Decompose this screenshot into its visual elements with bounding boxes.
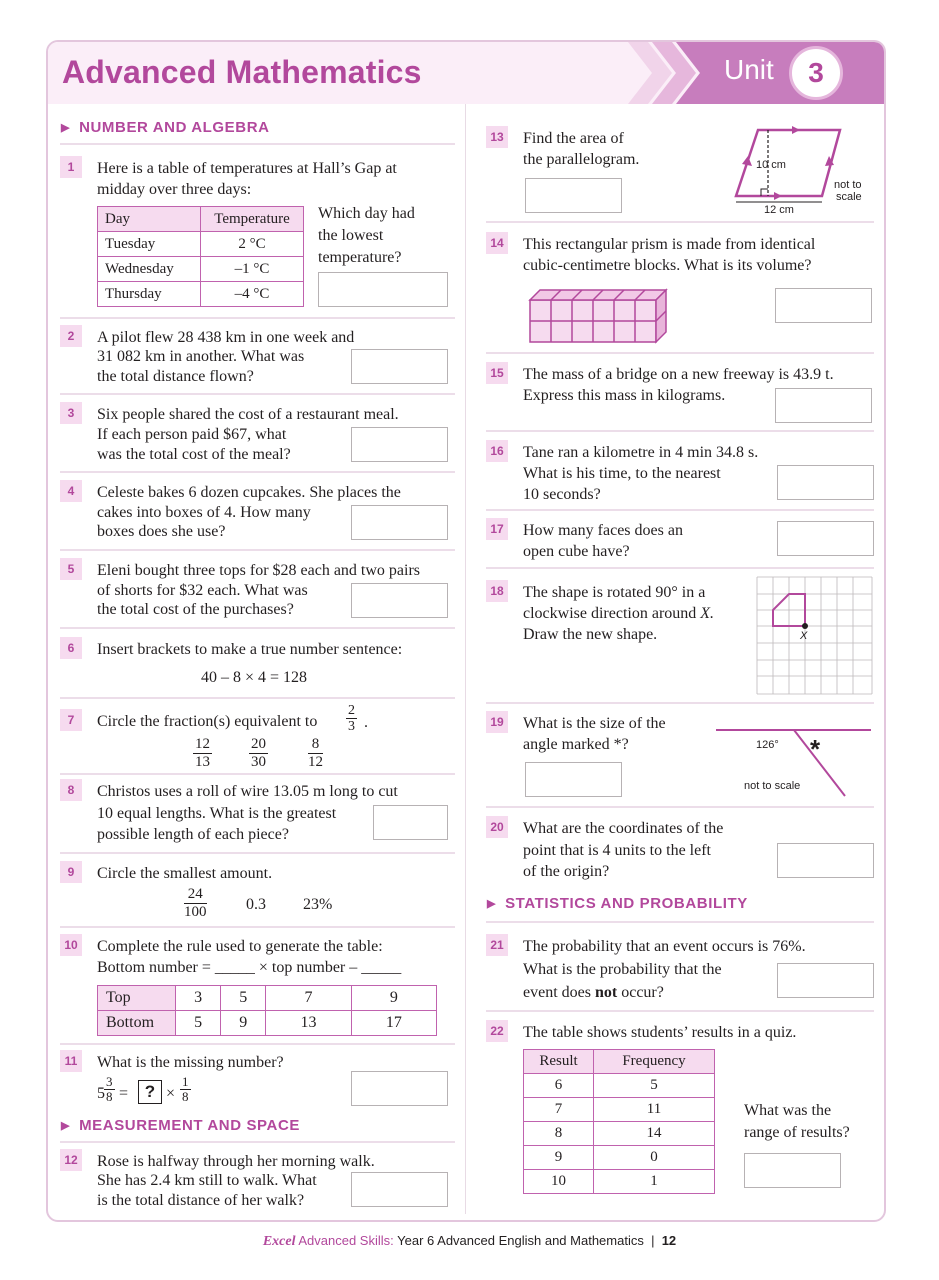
question-number-4: 4 — [60, 480, 82, 502]
denominator: 8 — [182, 1089, 189, 1104]
question-number-19: 19 — [486, 711, 508, 733]
q12-text-line2: She has 2.4 km still to walk. What — [97, 1172, 317, 1189]
q21-text-line2: What is the probability that the — [523, 961, 722, 978]
q9-option-percent[interactable]: 23% — [303, 896, 333, 913]
table-cell: 10 — [524, 1170, 594, 1194]
q12-text-line3: is the total distance of her walk? — [97, 1192, 305, 1209]
footer-separator: | — [651, 1233, 655, 1248]
q8-answer-box[interactable] — [373, 805, 448, 840]
q16-text-line1: Tane ran a kilometre in 4 min 34.8 s. — [523, 444, 759, 461]
table-cell: 14 — [594, 1122, 715, 1146]
question-number-22: 22 — [486, 1020, 508, 1042]
question-mark-icon: ? — [144, 1082, 156, 1101]
table-cell: 9 — [221, 1011, 266, 1036]
q3-text-line3: was the total cost of the meal? — [97, 446, 291, 463]
q13-answer-box[interactable] — [525, 178, 622, 213]
not-to-scale-label: scale — [836, 191, 862, 203]
q13-text-line2: the parallelogram. — [523, 151, 640, 168]
column-divider — [465, 104, 466, 1214]
numerator: 8 — [308, 736, 323, 754]
q4-text-line2: cakes into boxes of 4. How many — [97, 504, 311, 521]
q3-text-line1: Six people shared the cost of a restaurant meal. — [97, 406, 399, 423]
q6-number-sentence[interactable]: 40 – 8 × 4 = 128 — [201, 669, 308, 686]
section-measurement-space — [61, 1117, 300, 1134]
table-cell: 9 — [351, 986, 436, 1011]
q20-text-line3: of the origin? — [523, 863, 610, 880]
question-number-18: 18 — [486, 580, 508, 602]
question-number-17: 17 — [486, 518, 508, 540]
table-cell: Thursday — [98, 282, 201, 307]
equals-sign: = — [119, 1085, 129, 1102]
denominator: 8 — [106, 1089, 113, 1104]
row-label: Top — [98, 986, 176, 1011]
q14-text-line1: This rectangular prism is made from identical — [523, 236, 816, 253]
q20-text-line2: point that is 4 units to the left — [523, 842, 711, 859]
q18-text-line3: Draw the new shape. — [523, 626, 658, 643]
question-number-7: 7 — [60, 709, 82, 731]
question-number-5: 5 — [60, 558, 82, 580]
divider — [60, 143, 455, 145]
table-cell: 3 — [176, 986, 221, 1011]
divider — [60, 697, 455, 699]
denominator: 12 — [308, 754, 323, 770]
row-label: Bottom — [98, 1011, 176, 1036]
q16-text-line3: 10 seconds? — [523, 486, 601, 503]
table-cell: 0 — [594, 1146, 715, 1170]
q17-answer-box[interactable] — [777, 521, 874, 556]
divider — [60, 1043, 455, 1045]
not-to-scale-label: not to scale — [744, 780, 801, 792]
table-cell: Tuesday — [98, 232, 201, 257]
footer-title: Year 6 Advanced English and Mathematics — [397, 1233, 644, 1248]
divider — [486, 509, 874, 511]
table-header: Frequency — [594, 1050, 715, 1074]
section-title: STATISTICS AND PROBABILITY — [505, 895, 748, 912]
question-number-13: 13 — [486, 126, 508, 148]
divider — [60, 852, 455, 854]
q6-text-line1: Insert brackets to make a true number sentence: — [97, 641, 403, 658]
table-cell: 6 — [524, 1074, 594, 1098]
divider — [60, 471, 455, 473]
asterisk-icon: * — [810, 734, 821, 764]
divider — [60, 393, 455, 395]
question-number-11: 11 — [60, 1050, 82, 1072]
times-sign: × — [166, 1085, 176, 1102]
q16-text-line2: What is his time, to the nearest — [523, 465, 721, 482]
divider — [486, 352, 874, 354]
question-number-14: 14 — [486, 232, 508, 254]
divider — [60, 926, 455, 928]
question-number-12: 12 — [60, 1149, 82, 1171]
q13-text-line1: Find the area of — [523, 130, 624, 147]
q11-whole: 5 — [97, 1085, 105, 1102]
point-x-label: X — [800, 630, 808, 642]
point-x-ref: X. — [700, 605, 715, 622]
triangle-right-icon: ▶ — [487, 898, 497, 910]
period: . — [364, 714, 368, 731]
table-cell: 5 — [221, 986, 266, 1011]
divider — [486, 921, 874, 923]
q19-text-line2: angle marked *? — [523, 736, 629, 753]
numerator: 12 — [195, 736, 210, 752]
q20-text-line1: What are the coordinates of the — [523, 820, 724, 837]
table-cell: 13 — [266, 1011, 351, 1036]
q22-text-line1: The table shows students’ results in a quiz. — [523, 1024, 797, 1041]
table-cell: 1 — [594, 1170, 715, 1194]
table-cell: 5 — [176, 1011, 221, 1036]
divider — [486, 1010, 874, 1012]
rectangular-prism-diagram — [526, 286, 671, 346]
q8-text-line1: Christos uses a roll of wire 13.05 m long to cut — [97, 783, 398, 800]
q9-option-decimal[interactable]: 0.3 — [246, 896, 266, 913]
q21-text: event does — [523, 984, 591, 1001]
q5-text-line1: Eleni bought three tops for $28 each and two pairs — [97, 562, 421, 579]
not-to-scale-label: not to — [834, 179, 862, 191]
table-cell: 2 °C — [201, 232, 304, 257]
question-number-8: 8 — [60, 779, 82, 801]
denominator: 100 — [184, 904, 207, 920]
question-number-6: 6 — [60, 637, 82, 659]
table-cell: 9 — [524, 1146, 594, 1170]
q10-text-line1: Complete the rule used to generate the table: — [97, 938, 383, 955]
section-number-algebra — [61, 119, 270, 136]
q7-option-fraction[interactable] — [308, 736, 323, 771]
table-header: Result — [524, 1050, 594, 1074]
question-number-10: 10 — [60, 934, 82, 956]
q1-ask-line3: temperature? — [318, 249, 402, 266]
q15-text-line2: Express this mass in kilograms. — [523, 387, 726, 404]
q2-text-line1: A pilot flew 28 438 km in one week and — [97, 329, 355, 346]
divider — [60, 627, 455, 629]
triangle-right-icon: ▶ — [61, 1120, 71, 1132]
q3-answer-box[interactable] — [351, 427, 448, 462]
q11-fraction — [104, 1075, 115, 1104]
divider — [60, 549, 455, 551]
q8-text-line2: 10 equal lengths. What is the greatest — [97, 805, 337, 822]
q11-answer-box[interactable] — [351, 1071, 448, 1106]
numerator: 3 — [106, 1074, 113, 1089]
q18-text-line1: The shape is rotated 90° in a — [523, 584, 706, 601]
q21-answer-box[interactable] — [777, 963, 874, 998]
question-number-1: 1 — [60, 156, 82, 178]
q8-text-line3: possible length of each piece? — [97, 826, 289, 843]
angle-diagram — [714, 720, 874, 800]
page-header — [48, 42, 884, 104]
q16-answer-box[interactable] — [777, 465, 874, 500]
q1-answer-box[interactable] — [318, 272, 448, 307]
denominator: 13 — [195, 754, 210, 770]
page-title: Advanced Mathematics — [62, 54, 422, 90]
footer-series: Advanced Skills: — [298, 1233, 394, 1248]
q7-text-line1: Circle the fraction(s) equivalent to — [97, 713, 318, 730]
q21-text-line3 — [523, 982, 664, 1003]
q17-text-line2: open cube have? — [523, 543, 630, 560]
q3-text-line2: If each person paid $67, what — [97, 426, 287, 443]
unit-number-badge: 3 — [789, 46, 843, 100]
divider — [60, 1141, 455, 1143]
q10-rule-line[interactable]: Bottom number = _____ × top number – _____ — [97, 959, 402, 976]
divider — [60, 317, 455, 319]
q5-text-line2: of shorts for $32 each. What was — [97, 582, 308, 599]
q19-text-line1: What is the size of the — [523, 715, 666, 732]
table-cell: 11 — [594, 1098, 715, 1122]
q4-text-line1: Celeste bakes 6 dozen cupcakes. She places the — [97, 484, 401, 501]
denominator: 3 — [348, 719, 355, 734]
question-number-15: 15 — [486, 362, 508, 384]
q7-target-fraction — [346, 703, 357, 734]
q1-temperature-table — [97, 206, 304, 307]
q19-answer-box[interactable] — [525, 762, 622, 797]
q14-text-line2: cubic-centimetre blocks. What is its volume? — [523, 257, 812, 274]
q2-text-line2: 31 082 km in another. What was — [97, 348, 305, 365]
divider — [486, 430, 874, 432]
q21-text-line1: The probability that an event occurs is 76%. — [523, 938, 806, 955]
table-cell: 5 — [594, 1074, 715, 1098]
q7-option-fraction[interactable] — [249, 736, 268, 771]
q11-missing-number-box[interactable] — [138, 1080, 162, 1104]
denominator: 30 — [251, 754, 266, 770]
section-title: NUMBER AND ALGEBRA — [79, 119, 270, 136]
parallelogram-diagram — [728, 118, 878, 218]
page-number: 12 — [661, 1233, 677, 1248]
table-cell: 7 — [524, 1098, 594, 1122]
numerator: 1 — [182, 1074, 189, 1089]
question-number-9: 9 — [60, 861, 82, 883]
unit-label: Unit — [724, 54, 774, 85]
numerator: 24 — [184, 886, 207, 904]
divider — [486, 221, 874, 223]
q2-answer-box[interactable] — [351, 349, 448, 384]
q22-ask-line1: What was the — [744, 1102, 832, 1119]
q20-answer-box[interactable] — [777, 843, 874, 878]
divider — [486, 567, 874, 569]
q4-answer-box[interactable] — [351, 505, 448, 540]
q4-text-line3: boxes does she use? — [97, 523, 226, 540]
table-header: Temperature — [201, 207, 304, 232]
table-cell: –1 °C — [201, 257, 304, 282]
q1-ask-line2: the lowest — [318, 227, 384, 244]
divider — [486, 702, 874, 704]
q12-text-line1: Rose is halfway through her morning walk. — [97, 1153, 375, 1170]
angle-label: 126° — [756, 739, 779, 751]
divider — [60, 773, 455, 775]
q18-text-line2 — [523, 603, 714, 624]
q1-text-line1: Here is a table of temperatures at Hall’s Gap at — [97, 160, 397, 177]
q9-option-fraction[interactable] — [184, 886, 207, 921]
numerator: 20 — [251, 736, 266, 752]
question-number-2: 2 — [60, 325, 82, 347]
section-title: MEASUREMENT AND SPACE — [79, 1117, 301, 1134]
q17-text-line1: How many faces does an — [523, 522, 683, 539]
q21-emphasis: not — [594, 984, 618, 1001]
page-footer — [0, 1233, 939, 1250]
question-number-3: 3 — [60, 402, 82, 424]
q22-results-table — [523, 1049, 715, 1194]
q21-text: occur? — [621, 984, 664, 1001]
rotation-grid[interactable] — [756, 576, 878, 696]
q1-text-line2: midday over three days: — [97, 181, 252, 198]
footer-brand: Excel — [262, 1234, 296, 1249]
question-number-16: 16 — [486, 440, 508, 462]
table-cell: –4 °C — [201, 282, 304, 307]
q22-answer-box[interactable] — [744, 1153, 841, 1188]
q15-text-line1: The mass of a bridge on a new freeway is 43.9 t. — [523, 366, 834, 383]
table-cell: 8 — [524, 1122, 594, 1146]
q10-rule-table — [97, 985, 437, 1036]
q18-text: clockwise direction around — [523, 605, 697, 622]
q11-text-line1: What is the missing number? — [97, 1054, 284, 1071]
section-statistics-probability — [487, 895, 748, 912]
height-label: 10 cm — [756, 159, 786, 171]
q15-answer-box[interactable] — [775, 388, 872, 423]
base-label: 12 cm — [764, 204, 794, 216]
triangle-right-icon: ▶ — [61, 122, 71, 134]
table-header: Day — [98, 207, 201, 232]
divider — [486, 806, 874, 808]
q1-ask-line1: Which day had — [318, 205, 415, 222]
q5-answer-box[interactable] — [351, 583, 448, 618]
q22-ask-line2: range of results? — [744, 1124, 850, 1141]
q12-answer-box[interactable] — [351, 1172, 448, 1207]
question-number-20: 20 — [486, 816, 508, 838]
q7-option-fraction[interactable] — [193, 736, 212, 771]
q9-text-line1: Circle the smallest amount. — [97, 865, 273, 882]
table-cell: 7 — [266, 986, 351, 1011]
q14-answer-box[interactable] — [775, 288, 872, 323]
question-number-21: 21 — [486, 934, 508, 956]
q11-multiplier-fraction — [180, 1075, 191, 1104]
table-cell: 17 — [351, 1011, 436, 1036]
q2-text-line3: the total distance flown? — [97, 368, 254, 385]
table-cell: Wednesday — [98, 257, 201, 282]
numerator: 2 — [348, 703, 355, 718]
q5-text-line3: the total cost of the purchases? — [97, 601, 294, 618]
